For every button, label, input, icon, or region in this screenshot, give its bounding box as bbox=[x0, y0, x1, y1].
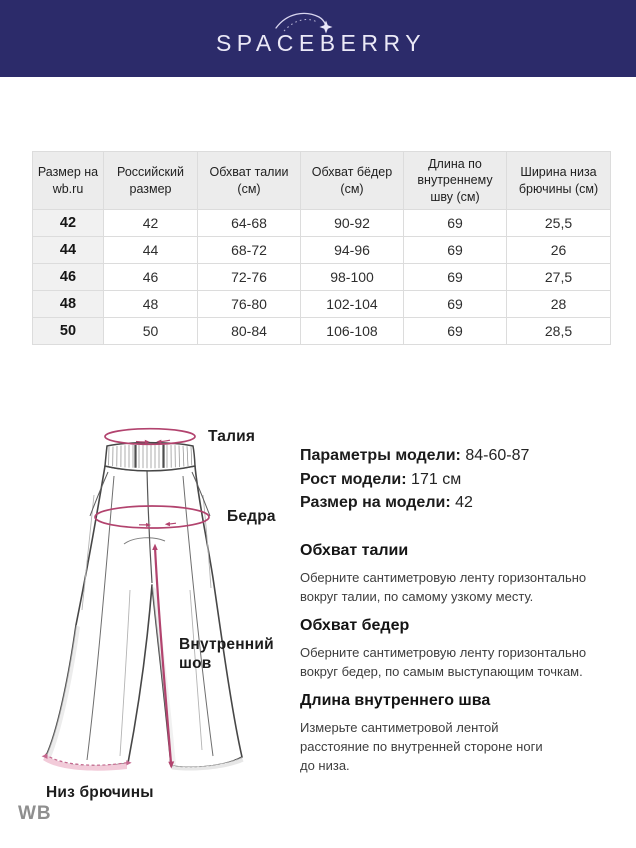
table-cell: 102-104 bbox=[301, 291, 404, 318]
size-cell: 50 bbox=[33, 318, 104, 345]
measurement-section-inseam bbox=[300, 692, 618, 775]
hips-label: Бедра bbox=[227, 508, 276, 525]
size-cell: 44 bbox=[33, 237, 104, 264]
header-row bbox=[33, 152, 611, 210]
measurement-section-hips bbox=[300, 617, 618, 681]
model-size-label: Размер на модели: bbox=[300, 494, 451, 511]
measurement-section-waist bbox=[300, 542, 618, 606]
table-cell: 25,5 bbox=[507, 210, 611, 237]
wb-watermark: WB bbox=[18, 803, 52, 824]
measurement-description: Оберните сантиметровую ленту горизонтально вокруг талии, по самому узкому месту. bbox=[300, 570, 587, 604]
waist-label: Талия bbox=[208, 428, 256, 445]
measurement-description: Оберните сантиметровую ленту горизонтально вокруг бедер, по самым выступающим точкам. bbox=[300, 645, 587, 679]
size-cell: 46 bbox=[33, 264, 104, 291]
brand-name: SPACEBERRY bbox=[215, 30, 427, 56]
table-cell: 98-100 bbox=[301, 264, 404, 291]
size-table-body bbox=[33, 210, 611, 345]
model-params-label: Параметры модели: bbox=[300, 447, 461, 464]
table-cell: 69 bbox=[404, 210, 507, 237]
measurement-description: Измерьте сантиметровой лентой расстояние по внутренней стороне ноги до низа. bbox=[300, 720, 543, 773]
measurement-title: Длина внутреннего шва bbox=[300, 692, 491, 709]
inseam-label: Внутренний шов bbox=[179, 636, 274, 672]
model-height-label: Рост модели: bbox=[300, 470, 407, 488]
model-size-value: 42 bbox=[455, 494, 473, 511]
column-header: Ширина низа брючины (см) bbox=[507, 152, 611, 210]
table-cell: 90-92 bbox=[301, 210, 404, 237]
table-cell: 68-72 bbox=[198, 237, 301, 264]
table-cell: 69 bbox=[404, 291, 507, 318]
table-row bbox=[33, 264, 611, 291]
column-header: Размер на wb.ru bbox=[33, 152, 104, 210]
brand-logo bbox=[0, 0, 636, 77]
model-height-value: 171 см bbox=[411, 470, 462, 488]
size-table-head bbox=[33, 152, 611, 210]
table-cell: 44 bbox=[104, 237, 198, 264]
table-cell: 69 bbox=[404, 237, 507, 264]
column-header: Российский размер bbox=[104, 152, 198, 210]
size-table bbox=[32, 151, 611, 345]
table-row bbox=[33, 237, 611, 264]
waistband bbox=[105, 443, 195, 471]
hem-label: Низ брючины bbox=[46, 784, 154, 801]
pants-outline bbox=[46, 466, 242, 767]
table-cell: 28,5 bbox=[507, 318, 611, 345]
model-params-value: 84-60-87 bbox=[465, 447, 530, 464]
model-size-line bbox=[300, 491, 529, 515]
table-cell: 72-76 bbox=[198, 264, 301, 291]
model-height-line bbox=[300, 468, 529, 492]
size-cell: 48 bbox=[33, 291, 104, 318]
table-cell: 69 bbox=[404, 264, 507, 291]
table-cell: 50 bbox=[104, 318, 198, 345]
table-cell: 69 bbox=[404, 318, 507, 345]
column-header: Обхват талии (см) bbox=[198, 152, 301, 210]
table-cell: 94-96 bbox=[301, 237, 404, 264]
measurement-title: Обхват талии bbox=[300, 542, 409, 559]
table-cell: 28 bbox=[507, 291, 611, 318]
table-cell: 42 bbox=[104, 210, 198, 237]
table-row bbox=[33, 291, 611, 318]
pants-diagram bbox=[30, 420, 310, 820]
table-cell: 64-68 bbox=[198, 210, 301, 237]
table-cell: 106-108 bbox=[301, 318, 404, 345]
measurement-title: Обхват бедер bbox=[300, 617, 410, 634]
column-header: Обхват бёдер (см) bbox=[301, 152, 404, 210]
table-row bbox=[33, 210, 611, 237]
table-cell: 76-80 bbox=[198, 291, 301, 318]
table-cell: 80-84 bbox=[198, 318, 301, 345]
model-info bbox=[300, 444, 529, 515]
model-params-line bbox=[300, 444, 529, 468]
size-cell: 42 bbox=[33, 210, 104, 237]
table-cell: 27,5 bbox=[507, 264, 611, 291]
column-header: Длина по внутреннему шву (см) bbox=[404, 152, 507, 210]
brand-header bbox=[0, 0, 636, 77]
table-cell: 48 bbox=[104, 291, 198, 318]
table-row bbox=[33, 318, 611, 345]
table-cell: 26 bbox=[507, 237, 611, 264]
table-cell: 46 bbox=[104, 264, 198, 291]
